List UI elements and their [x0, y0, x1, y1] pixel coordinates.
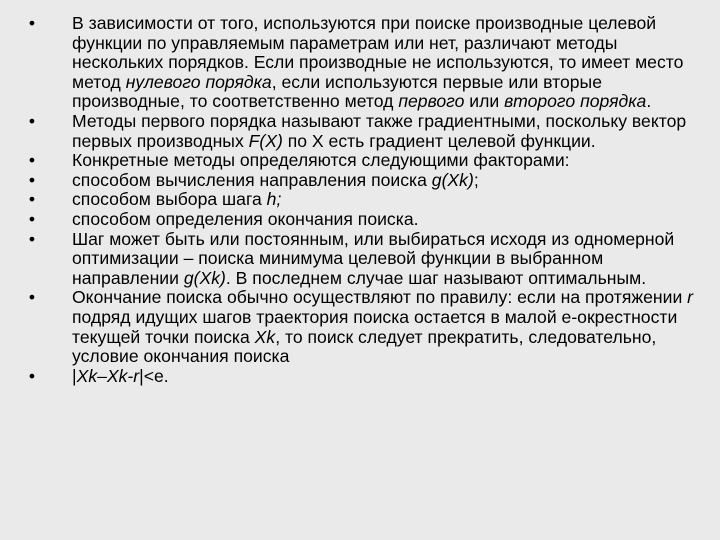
text-run: подряд идущих шагов траектория поиска остается в малой e-окрестности текущей точки поиска	[72, 306, 678, 347]
bullet-marker: •	[28, 208, 36, 229]
bullet-item	[22, 112, 702, 151]
text-run: способом вычисления направления поиска	[72, 169, 432, 190]
bullet-item	[22, 171, 702, 191]
text-run: |<e.	[139, 365, 169, 386]
italic-term: второго порядка	[504, 91, 647, 112]
bullet-item	[22, 14, 702, 112]
italic-term: r	[687, 287, 694, 308]
bullet-text	[72, 150, 570, 170]
text-run: Окончание поиска обычно осуществляют по правилу: если на протяжении	[72, 287, 688, 308]
text-run: способом определения окончания поиска.	[72, 208, 419, 229]
bullet-text	[72, 287, 693, 366]
text-run: Шаг может быть или постоянным, или выбираться исходя из одномерной оптимизации – поиска минимума целевой функции в выбранном направлении	[72, 228, 675, 288]
bullet-item	[22, 230, 702, 289]
bullet-marker: •	[28, 150, 36, 171]
text-run: В зависимости от того, используются при поиске производные целевой функции по управляемым параметрам или нет, различают методы нескольких порядков. Если производные не используются, то имеет место метод	[72, 13, 684, 92]
bullet-marker: •	[28, 228, 36, 249]
italic-term: Xk–Xk-r	[76, 365, 140, 386]
text-run: способом выбора шага	[72, 189, 267, 210]
bullet-text	[72, 111, 686, 151]
text-run: . В последнем случае шаг называют оптимальным.	[225, 267, 647, 288]
bullet-list	[22, 14, 702, 386]
italic-term: нулевого порядка	[125, 71, 272, 92]
bullet-text	[72, 170, 479, 190]
text-run: , то поиск следует прекратить, следовательно, условие окончания поиска	[72, 326, 657, 367]
italic-term: первого	[398, 91, 465, 112]
text-run: .	[646, 91, 652, 112]
bullet-item	[22, 288, 702, 366]
text-run: , если используются первые или вторые производные, то соответственно метод	[72, 71, 602, 112]
italic-term: h;	[266, 189, 282, 210]
bullet-marker: •	[28, 169, 36, 190]
bullet-item	[22, 367, 702, 387]
text-run: Конкретные методы определяются следующими факторами:	[72, 150, 570, 171]
text-run: Методы первого порядка называют также градиентными, поскольку вектор первых производных	[72, 110, 687, 151]
bullet-marker: •	[28, 13, 36, 33]
bullet-item	[22, 210, 702, 230]
text-run: по X есть градиент целевой функции.	[282, 130, 596, 151]
bullet-marker: •	[28, 287, 36, 308]
bullet-text	[72, 13, 683, 111]
text-run: или	[464, 91, 505, 112]
italic-term: g(Xk)	[183, 267, 226, 288]
text-run: ;	[473, 169, 479, 190]
bullet-marker: •	[28, 110, 36, 131]
italic-term: Xk	[254, 326, 276, 347]
bullet-marker: •	[28, 365, 36, 386]
italic-term: F(X)	[248, 130, 283, 151]
bullet-item	[22, 190, 702, 210]
italic-term: g(Xk)	[431, 169, 474, 190]
bullet-marker: •	[28, 189, 36, 210]
bullet-item	[22, 151, 702, 171]
bullet-text	[72, 366, 169, 386]
bullet-text	[72, 209, 419, 229]
bullet-text	[72, 229, 674, 288]
text-run: |	[72, 365, 77, 386]
bullet-text	[72, 189, 281, 209]
